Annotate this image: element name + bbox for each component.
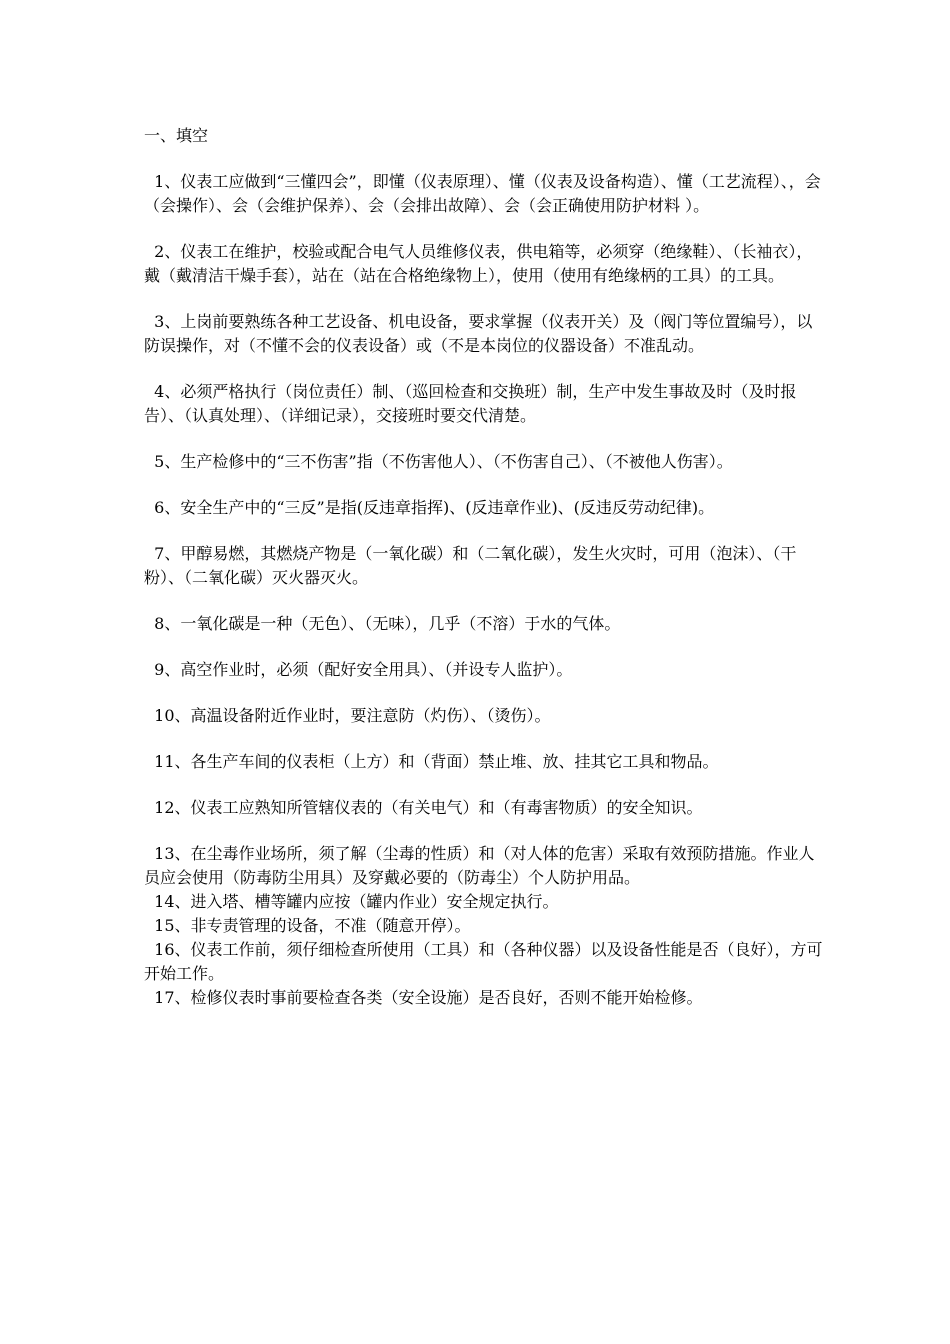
question-17: 17、检修仪表时事前要检查各类（安全设施）是否良好，否则不能开始检修。 — [144, 988, 703, 1007]
question-16: 16、仪表工作前，须仔细检查所使用（工具）和（各种仪器）以及设备性能是否（良好），方可开始工作。 — [144, 940, 823, 983]
question-14: 14、进入塔、槽等罐内应按（罐内作业）安全规定执行。 — [144, 892, 559, 911]
question-4: 4、必须严格执行（岗位责任）制、（巡回检查和交换班）制，生产中发生事故及时（及时报告）、（认真处理）、（详细记录），交接班时要交代清楚。 — [144, 382, 797, 425]
question-7: 7、甲醇易燃，其燃烧产物是（一氧化碳）和（二氧化碳），发生火灾时，可用（泡沫）、（干粉）、（二氧化碳）灭火器灭火。 — [144, 544, 797, 587]
question-11: 11、各生产车间的仪表柜（上方）和（背面）禁止堆、放、挂其它工具和物品。 — [144, 752, 719, 771]
question-13: 13、在尘毒作业场所，须了解（尘毒的性质）和（对人体的危害）采取有效预防措施。作业人员应会使用（防毒防尘用具）及穿戴必要的（防毒尘）个人防护用品。 — [144, 844, 815, 887]
question-2: 2、仪表工在维护，校验或配合电气人员维修仪表，供电箱等，必须穿（绝缘鞋）、（长袖衣），戴（戴清洁干燥手套），站在（站在合格绝缘物上），使用（使用有绝缘柄的工具）的工具。 — [144, 242, 813, 285]
document-body — [144, 124, 824, 1010]
section-heading: 一、填空 — [144, 126, 209, 145]
question-1: 1、仪表工应做到“三懂四会”，即懂（仪表原理）、懂（仪表及设备构造）、懂（工艺流程）、，会（会操作）、会（会维护保养）、会（会排出故障）、会（会正确使用防护材料 ）。 — [144, 172, 821, 215]
question-12: 12、仪表工应熟知所管辖仪表的（有关电气）和（有毒害物质）的安全知识。 — [144, 798, 703, 817]
question-8: 8、一氧化碳是一种（无色）、（无味），几乎（不溶）于水的气体。 — [144, 614, 621, 633]
question-10: 10、高温设备附近作业时，要注意防（灼伤）、（烫伤）。 — [144, 706, 551, 725]
question-5: 5、生产检修中的“三不伤害”指（不伤害他人）、（不伤害自己）、（不被他人伤害）。 — [144, 452, 733, 471]
question-9: 9、高空作业时，必须（配好安全用具）、（并设专人监护）。 — [144, 660, 573, 679]
question-3: 3、上岗前要熟练各种工艺设备、机电设备，要求掌握（仪表开关）及（阀门等位置编号），以防误操作，对（不懂不会的仪表设备）或（不是本岗位的仪器设备）不准乱动。 — [144, 312, 813, 355]
question-6: 6、安全生产中的“三反”是指(反违章指挥)、(反违章作业)、(反违反劳动纪律)。 — [144, 498, 715, 517]
question-15: 15、非专责管理的设备，不准（随意开停）。 — [144, 916, 471, 935]
